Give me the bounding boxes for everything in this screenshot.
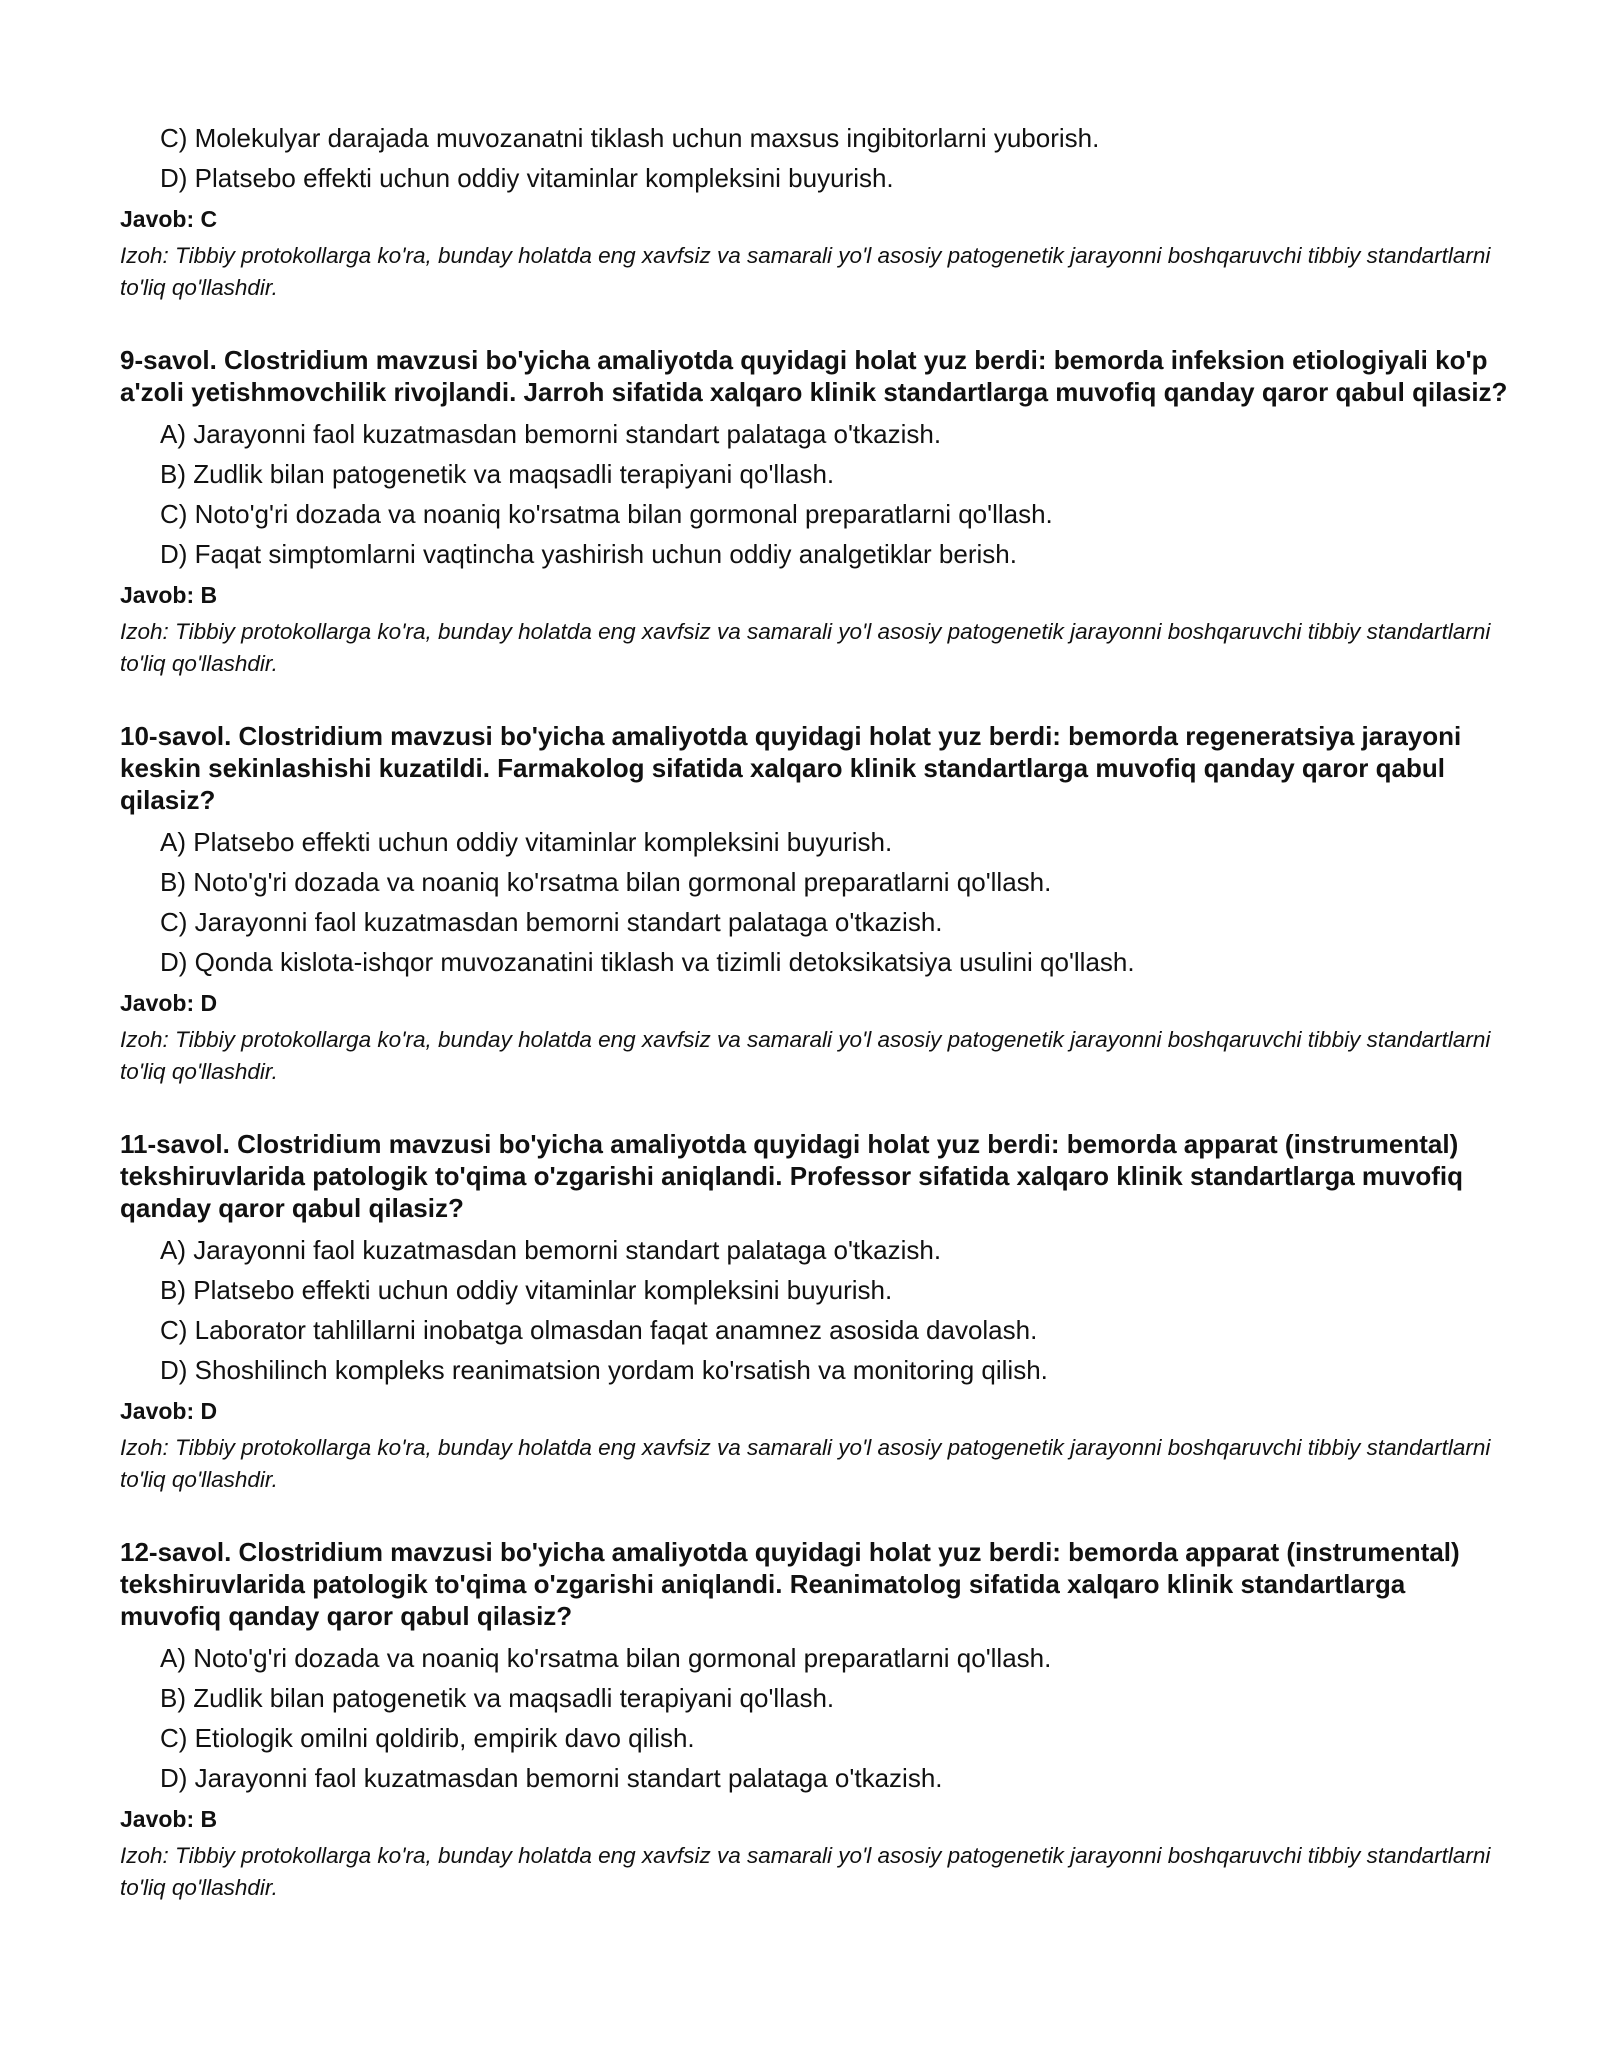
question-text: 9-savol. Clostridium mavzusi bo'yicha amaliyotda quyidagi holat yuz berdi: bemorda infeksion etiologiyali ko'p a'zoli yetishmovchilik rivojlandi. Jarroh sifatida xalqaro klinik standartlarga muvofiq qanday qaror qabul qilasiz? <box>120 345 1508 407</box>
option-b: B) Noto'g'ri dozada va noaniq ko'rsatma bilan gormonal preparatlarni qo'llash. <box>160 867 1052 897</box>
question-block-10 <box>120 720 1510 1088</box>
option-a: A) Jarayonni faol kuzatmasdan bemorni standart palataga o'tkazish. <box>160 1235 942 1265</box>
option-b: B) Platsebo effekti uchun oddiy vitaminlar kompleksini buyurish. <box>160 1275 893 1305</box>
answer-label: Javob: C <box>120 206 218 232</box>
question-block-12 <box>120 1536 1510 1904</box>
question-text: 11-savol. Clostridium mavzusi bo'yicha amaliyotda quyidagi holat yuz berdi: bemorda apparat (instrumental) tekshiruvlarida patologik to'qima o'zgarishi aniqlandi. Professor sifatida xalqaro klinik standartlarga muvofiq qanday qaror qabul qilasiz? <box>120 1129 1464 1223</box>
option-c: C) Noto'g'ri dozada va noaniq ko'rsatma bilan gormonal preparatlarni qo'llash. <box>160 499 1053 529</box>
answer-label: Javob: B <box>120 1806 218 1832</box>
question-text: 12-savol. Clostridium mavzusi bo'yicha amaliyotda quyidagi holat yuz berdi: bemorda apparat (instrumental) tekshiruvlarida patologik to'qima o'zgarishi aniqlandi. Reanimatolog sifatida xalqaro klinik standartlarga muvofiq qanday qaror qabul qilasiz? <box>120 1537 1460 1631</box>
explanation-note: Izoh: Tibbiy protokollarga ko'ra, bunday holatda eng xavfsiz va samarali yo'l asosiy patogenetik jarayonni boshqaruvchi tibbiy standartlarni to'liq qo'llashdir. <box>120 243 1491 300</box>
answer-label: Javob: D <box>120 990 218 1016</box>
explanation-note: Izoh: Tibbiy protokollarga ko'ra, bunday holatda eng xavfsiz va samarali yo'l asosiy patogenetik jarayonni boshqaruvchi tibbiy standartlarni to'liq qo'llashdir. <box>120 1435 1491 1492</box>
option-d: D) Shoshilinch kompleks reanimatsion yordam ko'rsatish va monitoring qilish. <box>160 1355 1048 1385</box>
explanation-note: Izoh: Tibbiy protokollarga ko'ra, bunday holatda eng xavfsiz va samarali yo'l asosiy patogenetik jarayonni boshqaruvchi tibbiy standartlarni to'liq qo'llashdir. <box>120 1843 1491 1900</box>
question-text: 10-savol. Clostridium mavzusi bo'yicha amaliyotda quyidagi holat yuz berdi: bemorda regeneratsiya jarayoni keskin sekinlashishi kuzatildi. Farmakolog sifatida xalqaro klinik standartlarga muvofiq qanday qaror qabul qilasiz? <box>120 721 1462 815</box>
question-block-9 <box>120 344 1510 680</box>
question-block-11 <box>120 1128 1510 1496</box>
option-c: C) Molekulyar darajada muvozanatni tiklash uchun maxsus ingibitorlarni yuborish. <box>160 123 1100 153</box>
option-d: D) Jarayonni faol kuzatmasdan bemorni standart palataga o'tkazish. <box>160 1763 943 1793</box>
option-c: C) Etiologik omilni qoldirib, empirik davo qilish. <box>160 1723 695 1753</box>
option-d: D) Qonda kislota-ishqor muvozanatini tiklash va tizimli detoksikatsiya usulini qo'llash. <box>160 947 1135 977</box>
option-d: D) Platsebo effekti uchun oddiy vitaminlar kompleksini buyurish. <box>160 163 894 193</box>
answer-label: Javob: B <box>120 582 218 608</box>
option-a: A) Platsebo effekti uchun oddiy vitaminlar kompleksini buyurish. <box>160 827 893 857</box>
option-c: C) Jarayonni faol kuzatmasdan bemorni standart palataga o'tkazish. <box>160 907 943 937</box>
question-block-partial <box>120 118 1510 304</box>
option-d: D) Faqat simptomlarni vaqtincha yashirish uchun oddiy analgetiklar berish. <box>160 539 1017 569</box>
explanation-note: Izoh: Tibbiy protokollarga ko'ra, bunday holatda eng xavfsiz va samarali yo'l asosiy patogenetik jarayonni boshqaruvchi tibbiy standartlarni to'liq qo'llashdir. <box>120 619 1491 676</box>
document-page <box>120 118 1510 1904</box>
option-b: B) Zudlik bilan patogenetik va maqsadli terapiyani qo'llash. <box>160 1683 835 1713</box>
answer-label: Javob: D <box>120 1398 218 1424</box>
option-c: C) Laborator tahlillarni inobatga olmasdan faqat anamnez asosida davolash. <box>160 1315 1038 1345</box>
option-b: B) Zudlik bilan patogenetik va maqsadli terapiyani qo'llash. <box>160 459 835 489</box>
explanation-note: Izoh: Tibbiy protokollarga ko'ra, bunday holatda eng xavfsiz va samarali yo'l asosiy patogenetik jarayonni boshqaruvchi tibbiy standartlarni to'liq qo'llashdir. <box>120 1027 1491 1084</box>
option-a: A) Jarayonni faol kuzatmasdan bemorni standart palataga o'tkazish. <box>160 419 942 449</box>
option-a: A) Noto'g'ri dozada va noaniq ko'rsatma bilan gormonal preparatlarni qo'llash. <box>160 1643 1052 1673</box>
